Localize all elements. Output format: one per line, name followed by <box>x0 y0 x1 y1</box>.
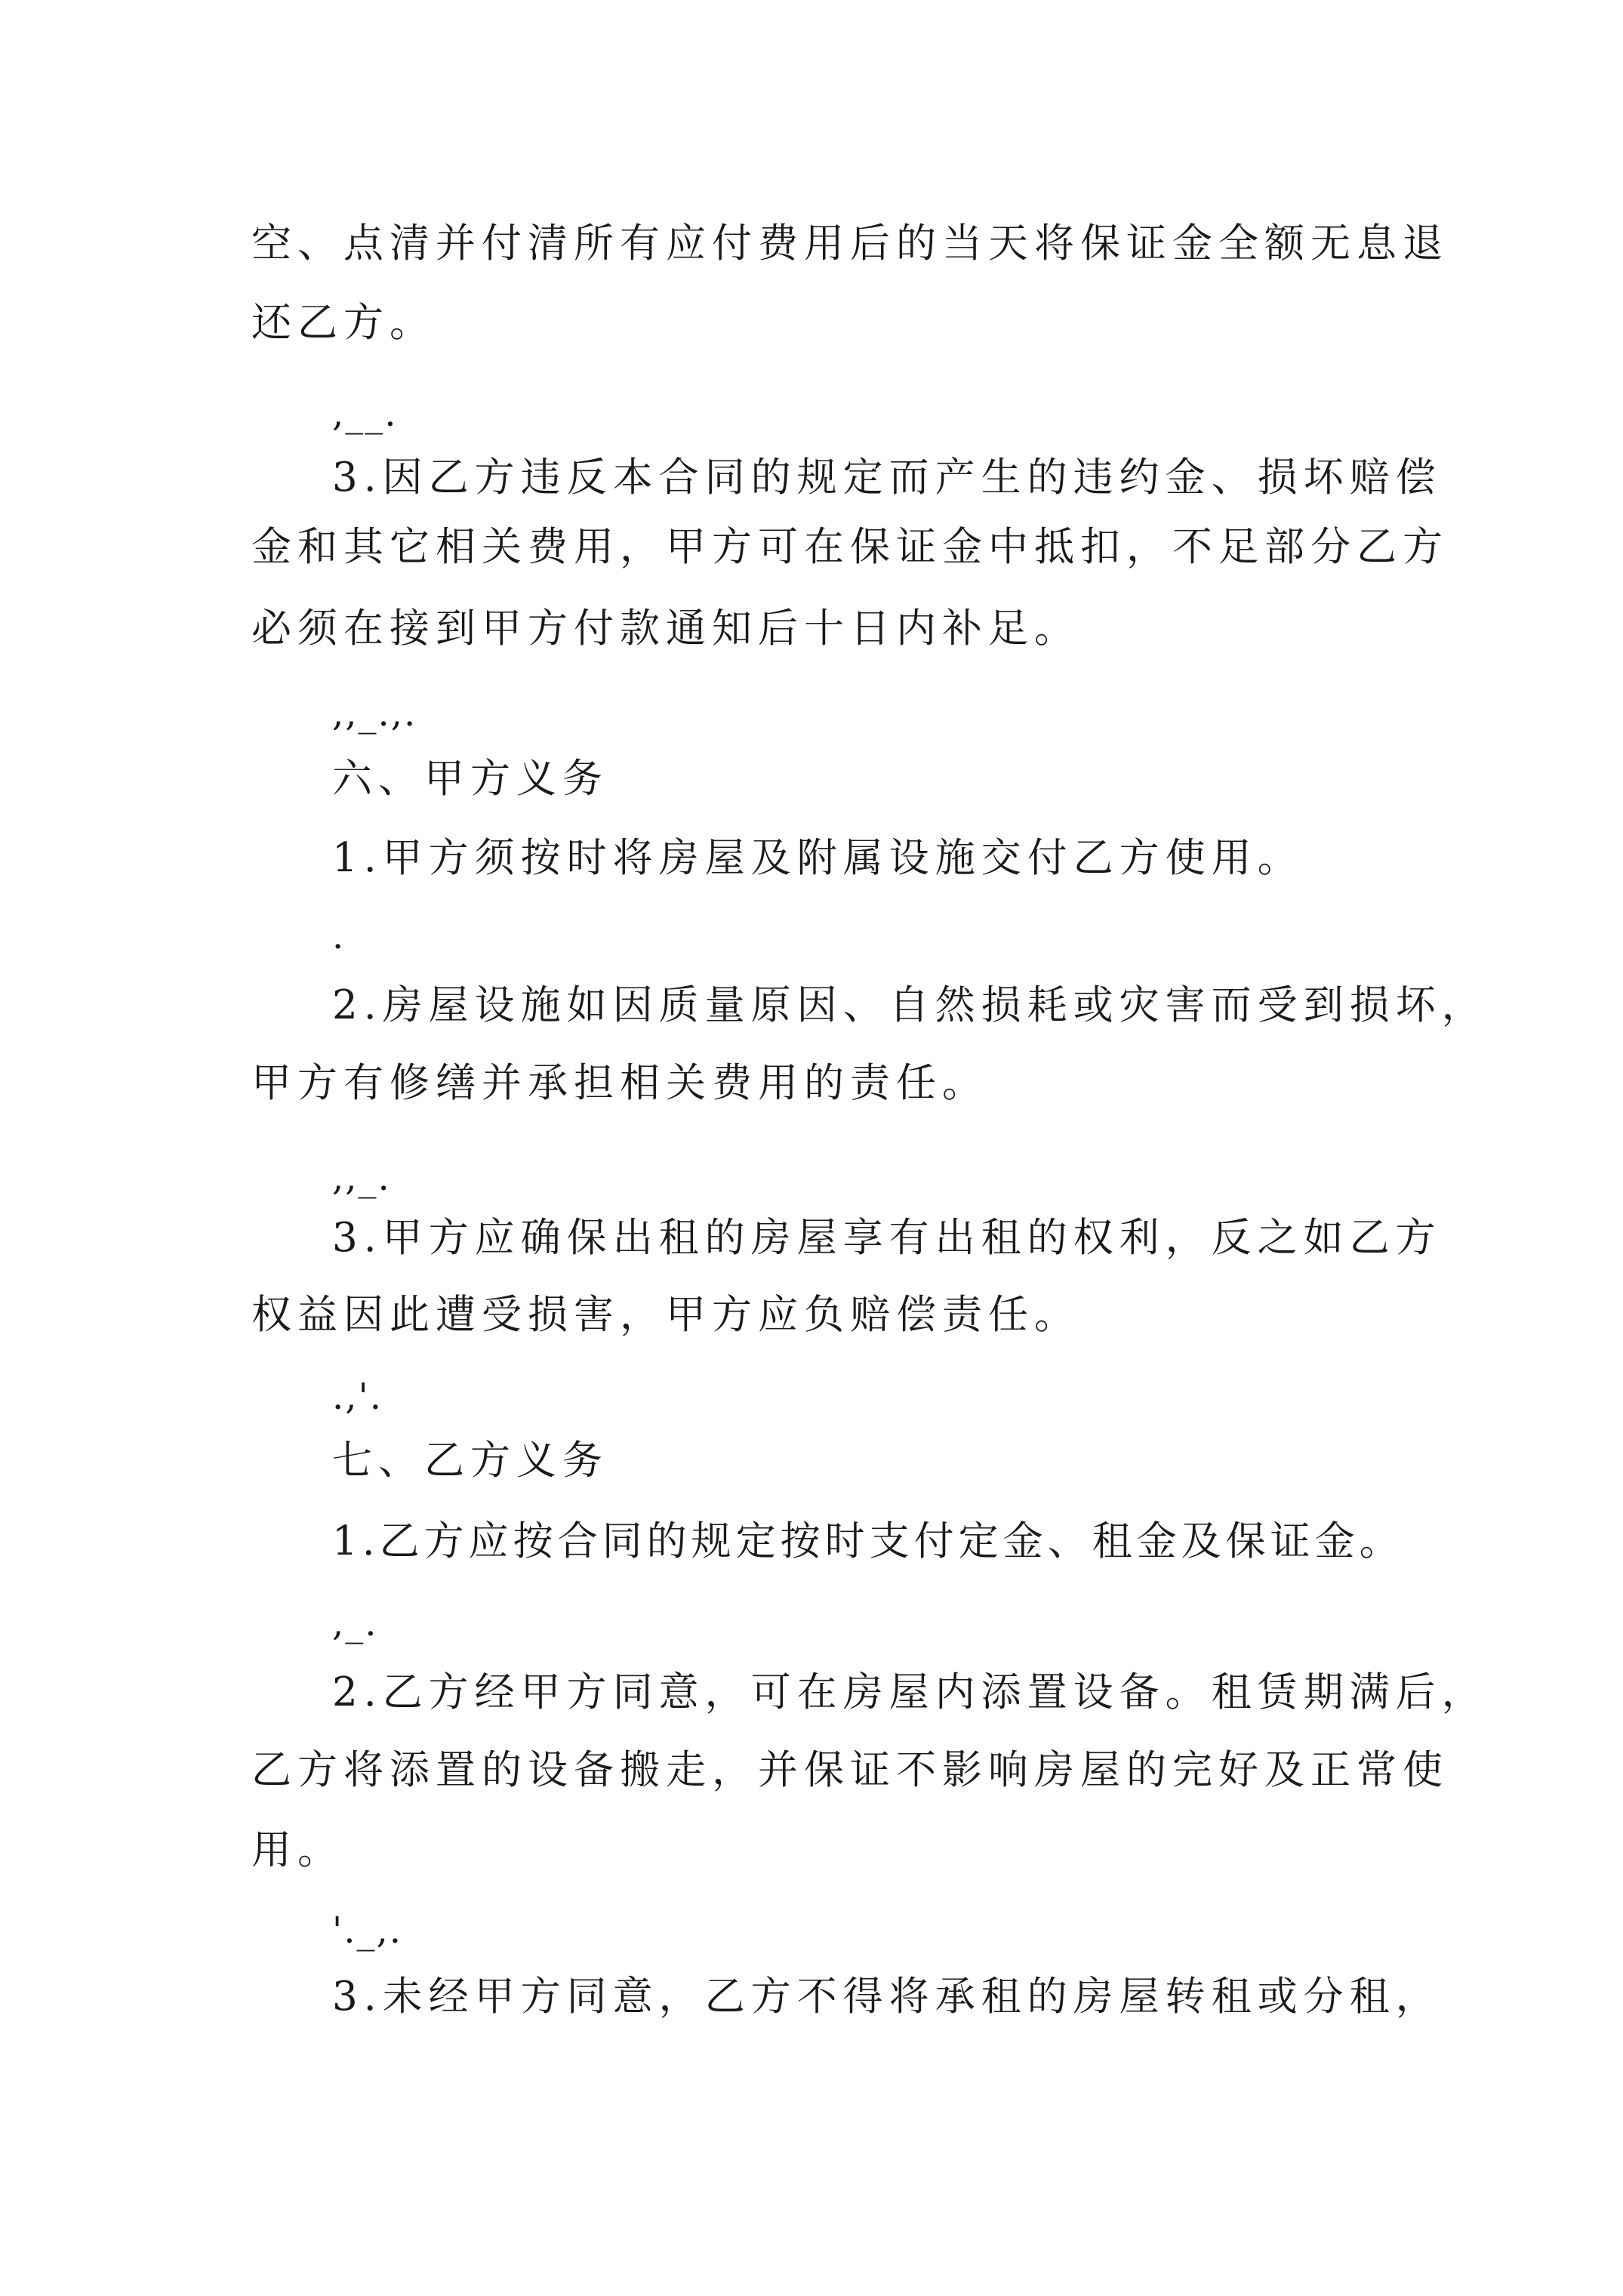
text-line: 2.乙方经甲方同意，可在房屋内添置设备。租赁期满后， <box>332 1669 1488 1715</box>
text-line: 甲方有修缮并承担相关费用的责任。 <box>251 1060 988 1106</box>
text-line: 3.甲方应确保出租的房屋享有出租的权利，反之如乙方 <box>332 1215 1442 1261</box>
stray-mark: '._,. <box>332 1909 402 1952</box>
text-line: 金和其它相关费用，甲方可在保证金中抵扣，不足部分乙方 <box>251 524 1449 570</box>
text-line: 用。 <box>251 1827 343 1873</box>
text-line: 权益因此遭受损害，甲方应负赔偿责任。 <box>251 1292 1080 1338</box>
stray-mark: ,,_.,. <box>332 692 417 735</box>
text-line: 空、点清并付清所有应付费用后的当天将保证金全额无息退 <box>251 220 1449 267</box>
stray-mark: ,,_. <box>332 1157 391 1199</box>
text-line: 还乙方。 <box>251 300 436 346</box>
text-line: 乙方将添置的设备搬走，并保证不影响房屋的完好及正常使 <box>251 1747 1449 1793</box>
text-line: 1.甲方须按时将房屋及附属设施交付乙方使用。 <box>332 835 1304 881</box>
stray-mark: ,_. <box>332 1602 378 1644</box>
section-heading: 七、乙方义务 <box>332 1438 608 1484</box>
section-heading: 六、甲方义务 <box>332 756 608 802</box>
stray-mark: ,__. <box>332 393 398 435</box>
stray-mark: . <box>332 915 346 957</box>
text-line: 1.乙方应按合同的规定按时支付定金、租金及保证金。 <box>332 1518 1404 1564</box>
stray-mark: .,'. <box>332 1376 383 1418</box>
text-line: 3.因乙方违反本合同的规定而产生的违约金、损坏赔偿 <box>332 455 1442 501</box>
text-line: 3.未经甲方同意，乙方不得将承租的房屋转租或分租， <box>332 1974 1442 2020</box>
text-line: 2.房屋设施如因质量原因、自然损耗或灾害而受到损坏， <box>332 982 1488 1028</box>
text-line: 必须在接到甲方付款通知后十日内补足。 <box>251 606 1080 652</box>
